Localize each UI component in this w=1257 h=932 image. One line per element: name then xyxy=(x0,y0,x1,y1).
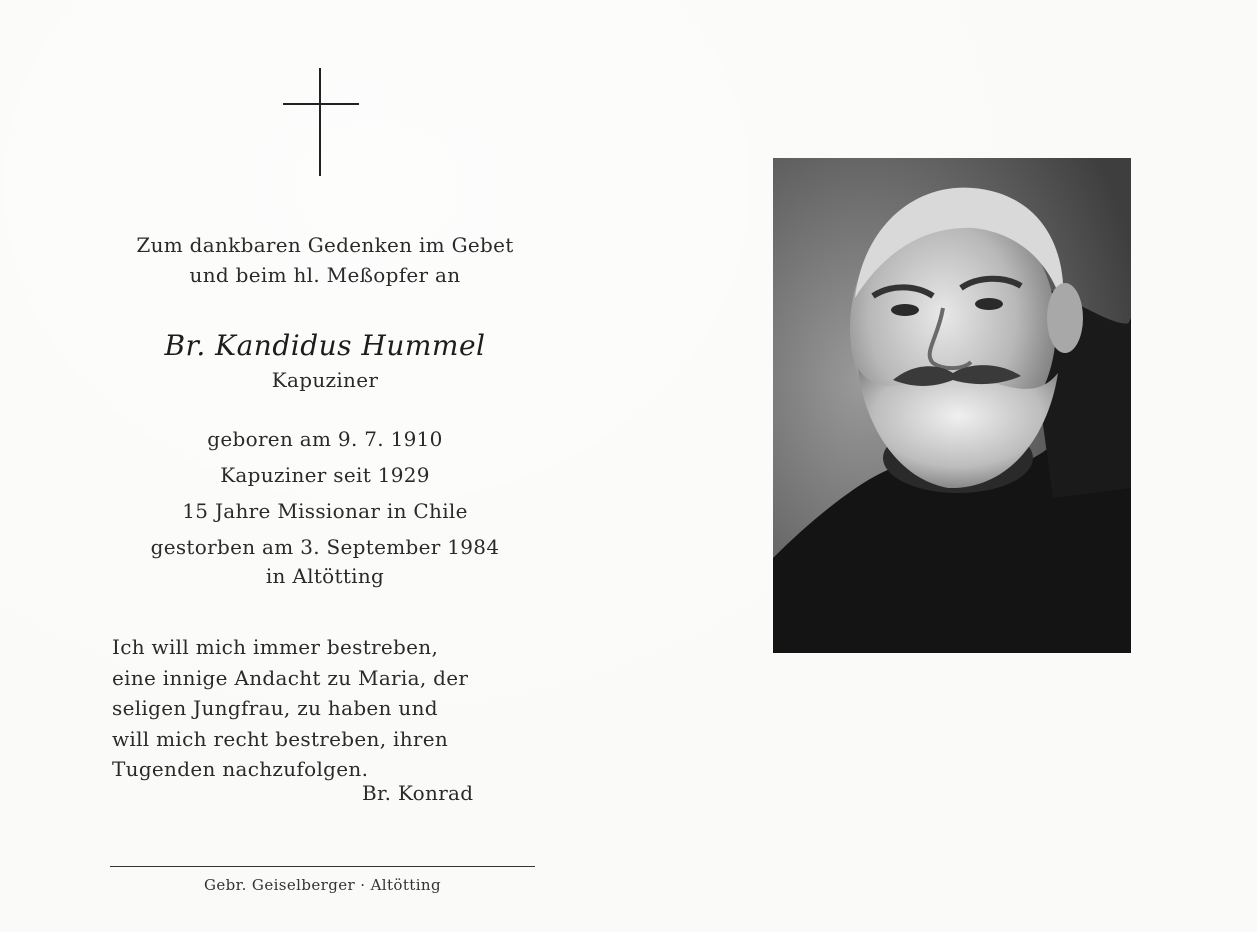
birth-date: geboren am 9. 7. 1910 xyxy=(207,427,443,451)
portrait-photo xyxy=(773,158,1131,653)
death-place: in Altötting xyxy=(265,564,385,588)
order-since: Kapuziner seit 1929 xyxy=(220,463,430,487)
quote-line: seligen Jungfrau, zu haben und xyxy=(112,696,438,720)
quote-block xyxy=(112,632,512,785)
quote-author: Br. Konrad xyxy=(362,781,474,805)
dedication-line-1: Zum dankbaren Gedenken im Gebet xyxy=(136,233,514,257)
quote-line: Ich will mich immer bestreben, xyxy=(112,635,439,659)
quote-line: will mich recht bestreben, ihren xyxy=(112,726,449,751)
dedication-line-2: und beim hl. Meßopfer an xyxy=(189,263,461,287)
memorial-text xyxy=(95,0,555,600)
quote-line: eine innige Andacht zu Maria, der xyxy=(112,665,469,690)
printer-credit: Gebr. Geiselberger · Altötting xyxy=(204,876,441,894)
quote-line: Tugenden nachzufolgen. xyxy=(112,757,369,781)
deceased-name: Br. Kandidus Hummel xyxy=(164,329,486,362)
order-label: Kapuziner xyxy=(271,368,379,392)
portrait-image xyxy=(773,158,1131,653)
mission-years: 15 Jahre Missionar in Chile xyxy=(182,499,468,523)
footer-rule xyxy=(110,866,535,867)
death-date: gestorben am 3. September 1984 xyxy=(150,535,500,559)
